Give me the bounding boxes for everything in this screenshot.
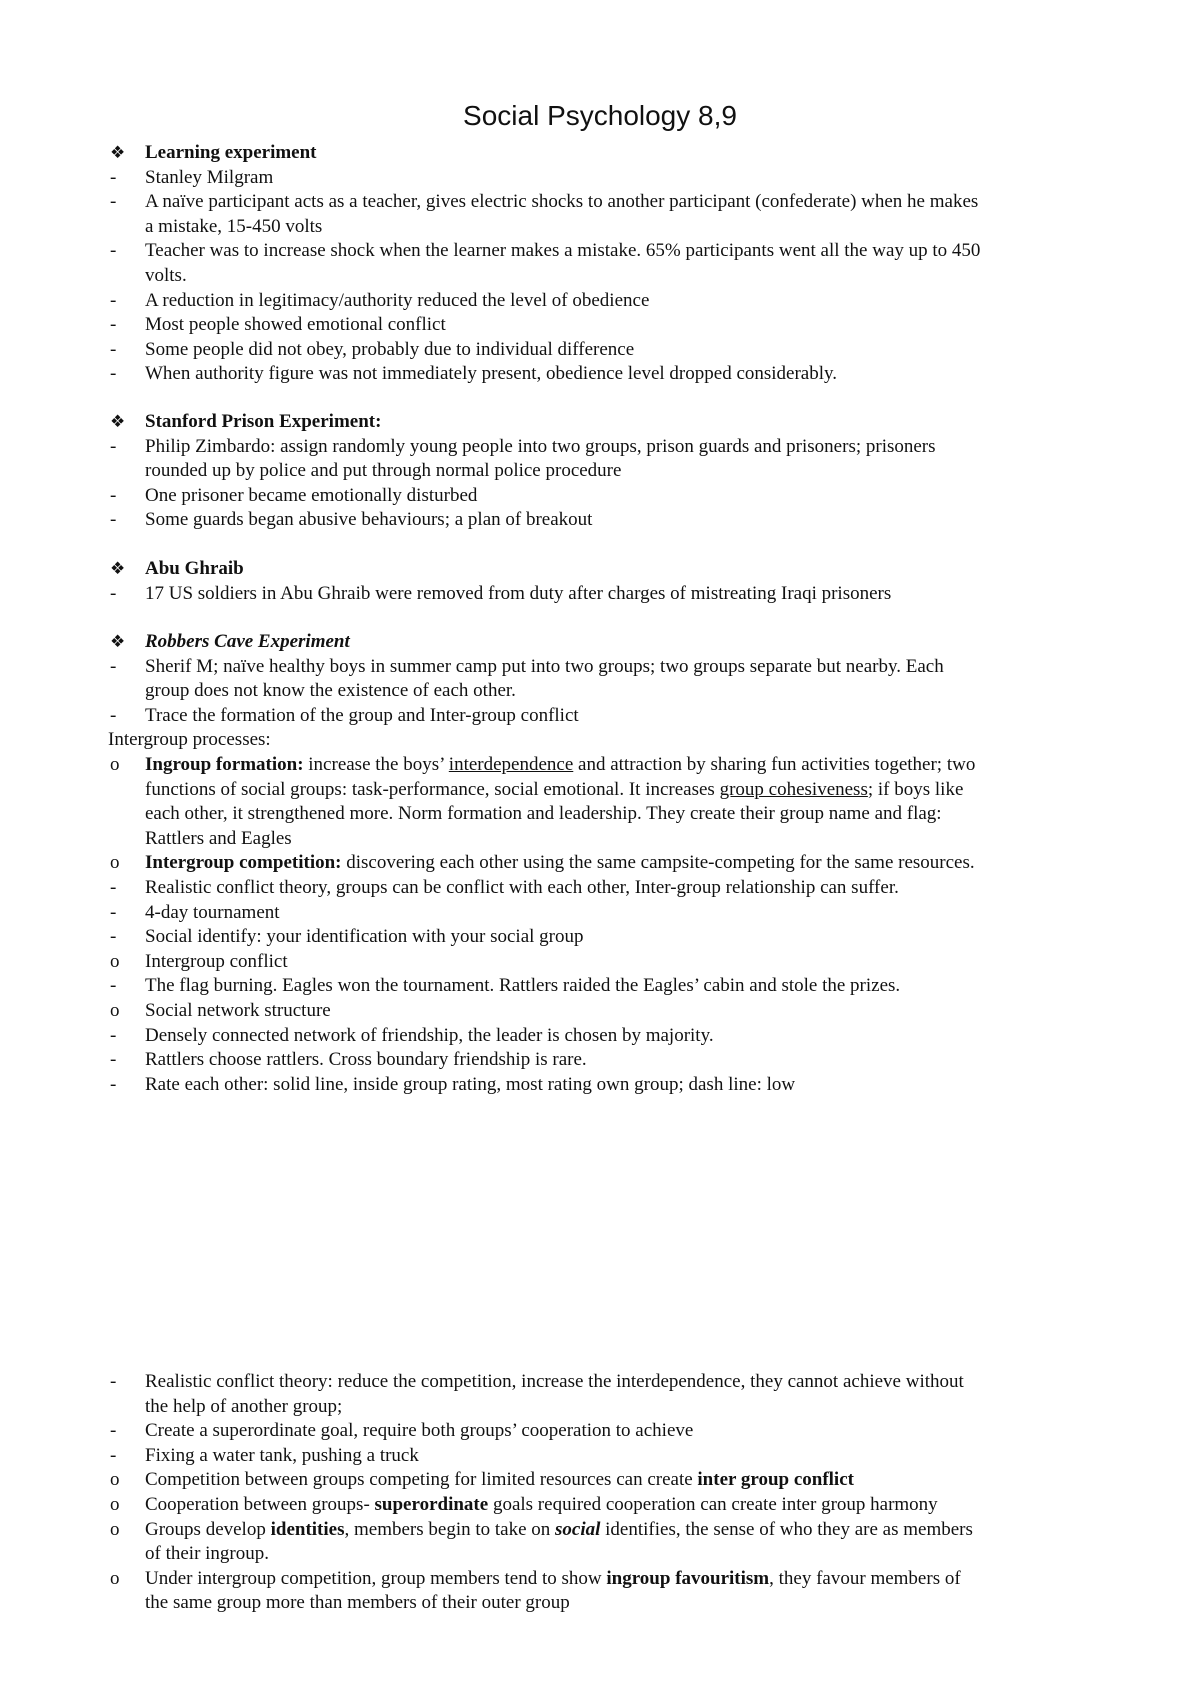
dash-bullet: - [110, 314, 117, 336]
dash-bullet: - [110, 1049, 117, 1071]
section-heading-line [0, 141, 1200, 166]
item-text: Realistic conflict theory: reduce the competition, increase the interdependence, they cannot achieve without [145, 1371, 964, 1392]
dash-bullet: - [110, 1024, 117, 1046]
bold-term: Intergroup competition: [145, 852, 342, 874]
dash-bullet: - [110, 1420, 117, 1442]
list-item [0, 876, 1200, 901]
section-heading-line [0, 410, 1200, 435]
underlined-term: interdependence [448, 753, 574, 775]
item-text: Create a superordinate goal, require both groups’ cooperation to achieve [145, 1420, 694, 1442]
item-text: Realistic conflict theory, groups can be conflict with each other, Inter-group relationship can suffer. [145, 876, 899, 898]
diamond-bullet-icon: ❖ [110, 143, 126, 162]
item-text: A naïve participant acts as a teacher, gives electric shocks to another participant (confederate) when he makes [145, 191, 979, 213]
item-text: rounded up by police and put through normal police procedure [145, 460, 622, 482]
list-item-continuation [0, 215, 1200, 240]
subheading-line [0, 728, 1200, 753]
dash-bullet: - [110, 901, 117, 923]
circle-bullet: o [110, 1567, 120, 1589]
bold-term: ingroup favouritism [606, 1567, 770, 1589]
dash-bullet: - [110, 289, 117, 311]
list-item [0, 1419, 1200, 1444]
text-run: discovering each other using the same campsite-competing for the same resources. [341, 852, 975, 874]
list-item-continuation [0, 1542, 1200, 1567]
item-text: the help of another group; [145, 1395, 343, 1417]
item-text: the same group more than members of their outer group [145, 1592, 570, 1614]
item-text [145, 753, 975, 778]
item-text: Stanley Milgram [145, 166, 274, 188]
text-run: , members begin to take on [344, 1518, 556, 1540]
item-text: Philip Zimbardo: assign randomly young people into two groups, prison guards and prisoners; prisoners [145, 435, 936, 457]
item-text: Some guards began abusive behaviours; a plan of breakout [145, 509, 593, 531]
text-run: Under intergroup competition, group members tend to show [145, 1567, 607, 1589]
list-item-continuation [0, 264, 1200, 289]
section-heading: Abu Ghraib [145, 558, 244, 579]
item-text: Most people showed emotional conflict [145, 314, 446, 336]
list-item-continuation [0, 827, 1200, 852]
item-text: a mistake, 15-450 volts [145, 215, 323, 237]
list-item [0, 704, 1200, 729]
list-item [0, 190, 1200, 215]
section-heading: Learning experiment [145, 142, 317, 163]
list-item [0, 313, 1200, 338]
bold-term: superordinate [374, 1493, 489, 1515]
subheading: Intergroup processes: [108, 729, 271, 751]
dash-bullet: - [110, 704, 117, 726]
dash-bullet: - [110, 926, 117, 948]
list-item [0, 999, 1200, 1024]
text-run: Groups develop [145, 1518, 271, 1540]
circle-bullet: o [110, 1469, 120, 1491]
list-item-continuation [0, 459, 1200, 484]
item-text: 17 US soldiers in Abu Ghraib were removed from duty after charges of mistreating Iraqi prisoners [145, 582, 892, 604]
item-text [145, 851, 975, 876]
list-item [0, 362, 1200, 387]
dash-bullet: - [110, 338, 117, 360]
circle-bullet: o [110, 1493, 120, 1515]
section-heading-line [0, 630, 1200, 655]
item-text [145, 1518, 973, 1543]
section-robbers-cave [0, 630, 1200, 1097]
item-text: Rattlers choose rattlers. Cross boundary friendship is rare. [145, 1049, 587, 1071]
dash-bullet: - [110, 191, 117, 213]
item-text: Social network structure [145, 999, 331, 1021]
list-item [0, 484, 1200, 509]
item-text: Fixing a water tank, pushing a truck [145, 1444, 419, 1466]
list-item [0, 239, 1200, 264]
list-item-continuation [0, 1395, 1200, 1420]
list-item [0, 753, 1200, 778]
underlined-term: group cohesiveness [719, 778, 868, 800]
list-item [0, 1493, 1200, 1518]
list-item [0, 925, 1200, 950]
item-text: Teacher was to increase shock when the learner makes a mistake. 65% participants went all the way up to 450 [145, 240, 981, 262]
circle-bullet: o [110, 950, 120, 972]
section-heading-line [0, 557, 1200, 582]
section-heading: Robbers Cave Experiment [145, 631, 350, 652]
item-text [145, 1493, 938, 1518]
item-text: Sherif M; naïve healthy boys in summer camp put into two groups; two groups separate but nearby. Each [145, 655, 944, 677]
item-text: Densely connected network of friendship, the leader is chosen by majority. [145, 1024, 714, 1046]
text-run: ; if boys like [867, 778, 964, 800]
item-text: group does not know the existence of each other. [145, 680, 516, 702]
item-text [145, 1567, 961, 1592]
list-item [0, 1024, 1200, 1049]
text-run: increase the boys’ [303, 753, 449, 775]
item-text: each other, it strengthened more. Norm formation and leadership. They create their group name and flag: [145, 803, 942, 825]
list-item [0, 435, 1200, 460]
text-run: Competition between groups competing for limited resources can create [145, 1469, 698, 1491]
diamond-bullet-icon: ❖ [110, 559, 126, 578]
circle-bullet: o [110, 999, 120, 1021]
section-heading: Stanford Prison Experiment: [145, 411, 382, 432]
item-text: When authority figure was not immediately present, obedience level dropped considerably. [145, 363, 838, 385]
item-text: A reduction in legitimacy/authority reduced the level of obedience [145, 289, 650, 311]
item-text [145, 1468, 854, 1493]
list-item [0, 508, 1200, 533]
list-item-continuation [0, 802, 1200, 827]
item-text: Social identify: your identification with your social group [145, 926, 584, 948]
list-item [0, 950, 1200, 975]
item-text: Trace the formation of the group and Inter-group conflict [145, 704, 579, 726]
bold-term: Ingroup formation: [145, 753, 304, 775]
list-item [0, 166, 1200, 191]
dash-bullet: - [110, 240, 117, 262]
dash-bullet: - [110, 1444, 117, 1466]
list-item [0, 289, 1200, 314]
item-text: Some people did not obey, probably due to individual difference [145, 338, 635, 360]
list-item [0, 901, 1200, 926]
item-text: 4-day tournament [145, 901, 280, 923]
text-run: identifies, the sense of who they are as members [600, 1518, 973, 1540]
circle-bullet: o [110, 852, 120, 874]
item-text: One prisoner became emotionally disturbed [145, 484, 478, 506]
dash-bullet: - [110, 975, 117, 997]
list-item [0, 1468, 1200, 1493]
dash-bullet: - [110, 166, 117, 188]
text-run: Cooperation between groups- [145, 1493, 375, 1515]
section-stanford-prison [0, 410, 1200, 533]
list-item [0, 1048, 1200, 1073]
page-title: Social Psychology 8,9 [463, 100, 737, 131]
dash-bullet: - [110, 655, 117, 677]
list-item [0, 582, 1200, 607]
list-item [0, 1444, 1200, 1469]
dash-bullet: - [110, 1073, 117, 1095]
text-run: goals required cooperation can create inter group harmony [488, 1493, 938, 1515]
list-item [0, 655, 1200, 680]
list-item-continuation [0, 679, 1200, 704]
item-text: Rate each other: solid line, inside group rating, most rating own group; dash line: low [145, 1073, 796, 1095]
circle-bullet: o [110, 753, 120, 775]
bold-term: inter group conflict [697, 1469, 854, 1491]
dash-bullet: - [110, 363, 117, 385]
item-text: of their ingroup. [145, 1543, 270, 1565]
dash-bullet: - [110, 582, 117, 604]
section-conflict-reduction [0, 1370, 1200, 1616]
section-learning-experiment [0, 141, 1200, 387]
list-item [0, 1518, 1200, 1543]
list-item [0, 1370, 1200, 1395]
list-item [0, 338, 1200, 363]
circle-bullet: o [110, 1518, 120, 1540]
text-run: , they favour members of [769, 1567, 961, 1589]
list-item-continuation [0, 778, 1200, 803]
list-item [0, 974, 1200, 999]
dash-bullet: - [110, 509, 117, 531]
item-text: Intergroup conflict [145, 950, 288, 972]
diamond-bullet-icon: ❖ [110, 412, 126, 431]
list-item [0, 851, 1200, 876]
bold-italic-term: social [555, 1518, 601, 1540]
section-abu-ghraib [0, 557, 1200, 606]
dash-bullet: - [110, 1371, 117, 1392]
list-item [0, 1073, 1200, 1098]
text-run: functions of social groups: task-performance, social emotional. It increases [145, 778, 720, 800]
list-item [0, 1567, 1200, 1592]
item-text: Rattlers and Eagles [145, 827, 292, 849]
dash-bullet: - [110, 876, 117, 898]
text-run: and attraction by sharing fun activities together; two [573, 753, 976, 775]
dash-bullet: - [110, 435, 117, 457]
dash-bullet: - [110, 484, 117, 506]
list-item-continuation [0, 1591, 1200, 1616]
item-text [145, 778, 963, 803]
diamond-bullet-icon: ❖ [110, 632, 126, 651]
bold-term: identities [270, 1518, 345, 1540]
item-text: The flag burning. Eagles won the tournament. Rattlers raided the Eagles’ cabin and stole the prizes. [145, 975, 901, 997]
item-text: volts. [145, 264, 187, 286]
